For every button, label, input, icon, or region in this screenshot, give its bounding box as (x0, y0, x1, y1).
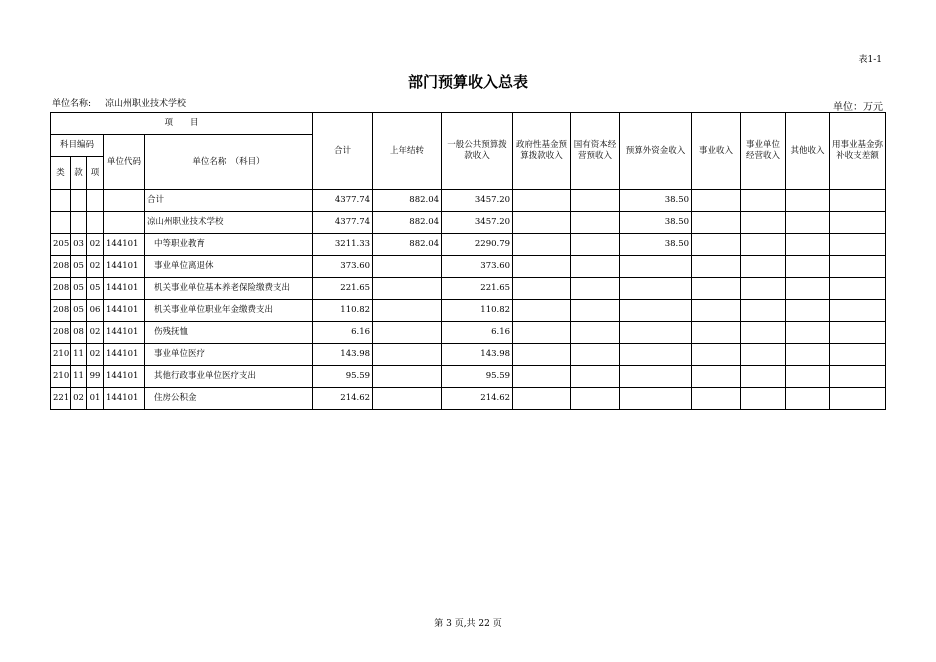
cell-carryover (373, 366, 442, 388)
cell-general: 3457.20 (442, 190, 513, 212)
header-gov-fund: 政府性基金预算拨款收入 (513, 113, 571, 190)
cell-lei (51, 190, 71, 212)
cell-kuan: 02 (71, 388, 87, 410)
header-kuan: 款 (71, 157, 87, 190)
cell-business (692, 278, 741, 300)
cell-lei: 210 (51, 344, 71, 366)
table-row (51, 190, 886, 212)
cell-fund (830, 256, 886, 278)
cell-fund (830, 388, 886, 410)
cell-gov-fund (513, 388, 571, 410)
cell-state-capital (571, 190, 620, 212)
cell-carryover (373, 388, 442, 410)
cell-gov-fund (513, 322, 571, 344)
cell-fund (830, 322, 886, 344)
cell-state-capital (571, 322, 620, 344)
cell-xiang: 05 (87, 278, 104, 300)
cell-state-capital (571, 388, 620, 410)
cell-gov-fund (513, 300, 571, 322)
cell-total: 221.65 (313, 278, 373, 300)
cell-fund (830, 300, 886, 322)
cell-fund (830, 344, 886, 366)
cell-extra (620, 344, 692, 366)
cell-general: 143.98 (442, 344, 513, 366)
cell-general: 373.60 (442, 256, 513, 278)
table-row (51, 344, 886, 366)
cell-business (692, 190, 741, 212)
cell-xiang: 02 (87, 234, 104, 256)
table-row (51, 234, 886, 256)
cell-business (692, 300, 741, 322)
cell-total: 110.82 (313, 300, 373, 322)
cell-code: 144101 (104, 322, 145, 344)
page-title: 部门预算收入总表 (407, 73, 528, 91)
cell-state-capital (571, 366, 620, 388)
cell-code: 144101 (104, 366, 145, 388)
cell-business (692, 322, 741, 344)
cell-kuan (71, 190, 87, 212)
cell-total: 214.62 (313, 388, 373, 410)
cell-operation (741, 190, 786, 212)
unit-name (52, 96, 186, 109)
cell-extra: 38.50 (620, 234, 692, 256)
cell-code: 144101 (104, 388, 145, 410)
cell-state-capital (571, 256, 620, 278)
header-total: 合计 (313, 113, 373, 190)
header-lei: 类 (51, 157, 71, 190)
cell-name: 机关事业单位基本养老保险缴费支出 (145, 278, 313, 300)
cell-extra: 38.50 (620, 190, 692, 212)
cell-state-capital (571, 234, 620, 256)
cell-name: 伤残抚恤 (145, 322, 313, 344)
cell-xiang: 02 (87, 344, 104, 366)
cell-operation (741, 322, 786, 344)
cell-code (104, 190, 145, 212)
cell-business (692, 344, 741, 366)
form-code: 表1-1 (858, 55, 882, 65)
unit-name-label: 单位名称: (52, 99, 92, 109)
cell-general: 95.59 (442, 366, 513, 388)
cell-business (692, 256, 741, 278)
cell-xiang: 02 (87, 322, 104, 344)
cell-name: 中等职业教育 (145, 234, 313, 256)
cell-kuan: 11 (71, 344, 87, 366)
cell-general: 221.65 (442, 278, 513, 300)
cell-other (786, 212, 830, 234)
header-other-income: 其他收入 (786, 113, 830, 190)
cell-other (786, 388, 830, 410)
cell-lei: 205 (51, 234, 71, 256)
cell-state-capital (571, 212, 620, 234)
cell-kuan: 08 (71, 322, 87, 344)
cell-extra (620, 278, 692, 300)
cell-name: 事业单位医疗 (145, 344, 313, 366)
cell-total: 4377.74 (313, 212, 373, 234)
cell-code: 144101 (104, 300, 145, 322)
cell-gov-fund (513, 190, 571, 212)
cell-gov-fund (513, 344, 571, 366)
cell-xiang: 99 (87, 366, 104, 388)
table-row (51, 256, 886, 278)
cell-business (692, 234, 741, 256)
cell-gov-fund (513, 278, 571, 300)
cell-fund (830, 190, 886, 212)
cell-fund (830, 366, 886, 388)
header-unit-code: 单位代码 (104, 135, 145, 190)
cell-general: 214.62 (442, 388, 513, 410)
cell-state-capital (571, 278, 620, 300)
cell-gov-fund (513, 256, 571, 278)
header-unit-name: 单位名称 （科目） (145, 135, 313, 190)
cell-lei: 208 (51, 322, 71, 344)
cell-code: 144101 (104, 344, 145, 366)
cell-operation (741, 234, 786, 256)
cell-carryover: 882.04 (373, 190, 442, 212)
table-row (51, 388, 886, 410)
cell-lei: 210 (51, 366, 71, 388)
page-number: 第 3 页,共 22 页 (434, 619, 502, 629)
cell-other (786, 322, 830, 344)
cell-xiang (87, 190, 104, 212)
cell-operation (741, 212, 786, 234)
cell-kuan: 03 (71, 234, 87, 256)
cell-carryover (373, 344, 442, 366)
cell-xiang: 01 (87, 388, 104, 410)
cell-code: 144101 (104, 278, 145, 300)
table-row (51, 366, 886, 388)
cell-other (786, 366, 830, 388)
header-extra-budget: 预算外资金收入 (620, 113, 692, 190)
cell-code: 144101 (104, 234, 145, 256)
header-state-capital: 国有资本经营预收入 (571, 113, 620, 190)
cell-total: 373.60 (313, 256, 373, 278)
cell-lei (51, 212, 71, 234)
cell-extra (620, 322, 692, 344)
cell-business (692, 212, 741, 234)
header-business-operation: 事业单位经营收入 (741, 113, 786, 190)
cell-gov-fund (513, 366, 571, 388)
cell-operation (741, 300, 786, 322)
header-code-group: 科目编码 (51, 135, 104, 157)
cell-kuan: 05 (71, 278, 87, 300)
cell-operation (741, 344, 786, 366)
cell-business (692, 388, 741, 410)
cell-name: 合计 (145, 190, 313, 212)
header-carryover: 上年结转 (373, 113, 442, 190)
cell-other (786, 234, 830, 256)
cell-state-capital (571, 344, 620, 366)
cell-other (786, 256, 830, 278)
cell-general: 6.16 (442, 322, 513, 344)
header-item-group: 项 目 (51, 113, 313, 135)
cell-kuan: 11 (71, 366, 87, 388)
cell-total: 143.98 (313, 344, 373, 366)
cell-fund (830, 212, 886, 234)
cell-kuan: 05 (71, 256, 87, 278)
cell-fund (830, 278, 886, 300)
table-row (51, 278, 886, 300)
table-row (51, 322, 886, 344)
cell-carryover (373, 256, 442, 278)
cell-lei: 221 (51, 388, 71, 410)
cell-operation (741, 366, 786, 388)
cell-other (786, 278, 830, 300)
cell-other (786, 344, 830, 366)
cell-carryover (373, 300, 442, 322)
cell-gov-fund (513, 234, 571, 256)
cell-xiang: 06 (87, 300, 104, 322)
cell-extra (620, 300, 692, 322)
cell-other (786, 300, 830, 322)
cell-carryover (373, 278, 442, 300)
cell-fund (830, 234, 886, 256)
cell-name: 事业单位离退休 (145, 256, 313, 278)
cell-lei: 208 (51, 256, 71, 278)
cell-general: 3457.20 (442, 212, 513, 234)
cell-extra: 38.50 (620, 212, 692, 234)
cell-state-capital (571, 300, 620, 322)
cell-name: 住房公积金 (145, 388, 313, 410)
table-row (51, 300, 886, 322)
cell-extra (620, 388, 692, 410)
cell-lei: 208 (51, 278, 71, 300)
cell-total: 4377.74 (313, 190, 373, 212)
cell-carryover (373, 322, 442, 344)
cell-gov-fund (513, 212, 571, 234)
table-row (51, 212, 886, 234)
cell-lei: 208 (51, 300, 71, 322)
cell-name: 凉山州职业技术学校 (145, 212, 313, 234)
cell-other (786, 190, 830, 212)
cell-total: 95.59 (313, 366, 373, 388)
header-xiang: 项 (87, 157, 104, 190)
cell-business (692, 366, 741, 388)
cell-total: 6.16 (313, 322, 373, 344)
cell-code (104, 212, 145, 234)
cell-xiang (87, 212, 104, 234)
cell-name: 其他行政事业单位医疗支出 (145, 366, 313, 388)
cell-carryover: 882.04 (373, 234, 442, 256)
cell-operation (741, 388, 786, 410)
cell-extra (620, 256, 692, 278)
cell-operation (741, 278, 786, 300)
header-business-income: 事业收入 (692, 113, 741, 190)
cell-kuan: 05 (71, 300, 87, 322)
header-use-fund: 用事业基金弥补收支差额 (830, 113, 886, 190)
cell-extra (620, 366, 692, 388)
cell-general: 2290.79 (442, 234, 513, 256)
cell-operation (741, 256, 786, 278)
cell-kuan (71, 212, 87, 234)
cell-name: 机关事业单位职业年金缴费支出 (145, 300, 313, 322)
header-general-budget: 一般公共预算拨款收入 (442, 113, 513, 190)
unit-name-value: 凉山州职业技术学校 (105, 99, 187, 109)
cell-code: 144101 (104, 256, 145, 278)
cell-carryover: 882.04 (373, 212, 442, 234)
budget-income-table (50, 112, 886, 410)
currency-unit: 单位：万元 (833, 102, 883, 113)
cell-general: 110.82 (442, 300, 513, 322)
cell-xiang: 02 (87, 256, 104, 278)
cell-total: 3211.33 (313, 234, 373, 256)
